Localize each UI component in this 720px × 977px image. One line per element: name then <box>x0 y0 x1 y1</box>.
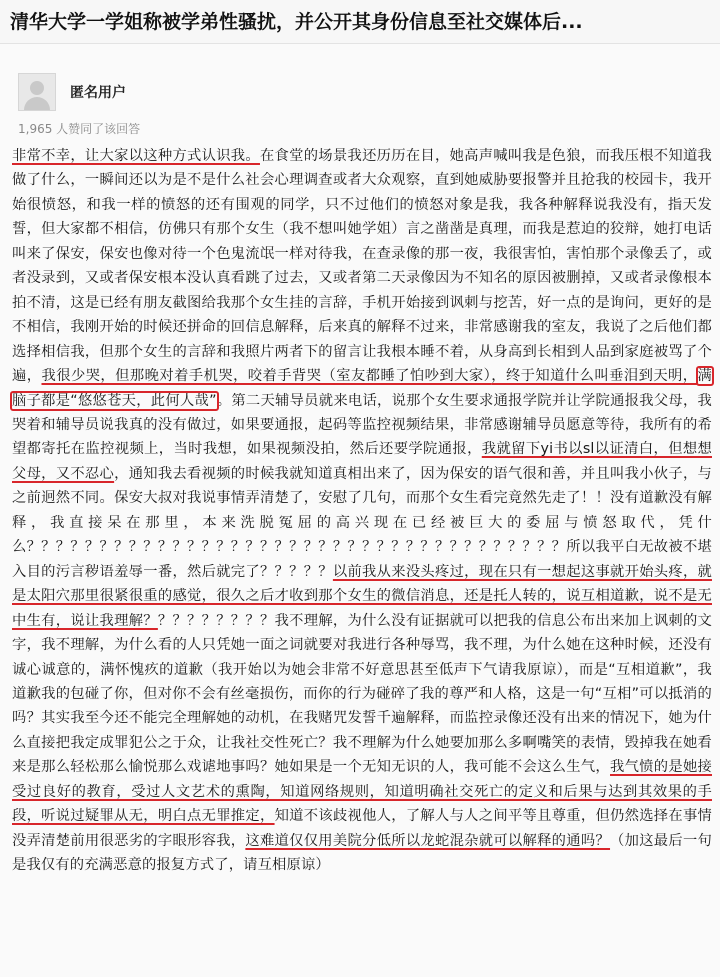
highlight-underline: 这难道仅仅用美院分低所以龙蛇混杂就可以解释的通吗？ <box>245 832 611 849</box>
highlight-underline: 非常不幸，让大家以这种方式认识我。 <box>12 148 260 164</box>
answer-text: 。第二天辅导员就来电话，说那个女生要求通报学院并让学院通报我父母，我哭着和辅导员说我真的没有做过，如果要通报，起码等监控视频结果，非常感谢辅导员愿意等待，我所有的希望都寄托在监控视频上，当时我想，如果视频没拍，然后还要学院通报， <box>12 392 712 458</box>
avatar-placeholder-icon <box>30 81 44 95</box>
answer-content <box>12 144 712 878</box>
highlight-underline: 我很少哭，但那晚对着手机哭，咬着手背哭（室友都睡了怕吵到大家） <box>41 368 492 385</box>
highlight-underline: 以前我从来没头疼过，现在只有一想起这事就开始头疼，就是太阳穴那里很紧很重的感觉，很久之后才收到那个女生的微信消息，还是托人转的，说互相道歉，说不是无中生有，说让我理解？ <box>12 563 712 629</box>
answer-text: （加这最后一句是我仅有的充满恶意的报复方式了，请互相原谅） <box>12 832 712 874</box>
question-title[interactable]: 清华大学一学姐称被学弟性骚扰，并公开其身份信息至社交媒体后... <box>0 0 720 44</box>
answer-text: ？？？？？？？？我不理解，为什么没有证据就可以把我的信息公布出来加上讽刺的文字，我不理解，为什么看的人只凭她一面之词就要对我进行各种辱骂，我不理，为什么她在这种时候，还没有诚心诚意的，满怀愧疚的道歉（我开始以为她会非常不好意思甚至低声下气请我原谅），而是“互相道歉”，我道歉我的包碰了你，但对你不会有丝毫损伤，而你的行为碰碎了我的尊严和人格，这是一句“互相”可以抵消的吗？其实我至今还不能完全理解她的动机，在我赌咒发誓千遍解释，而监控录像还没有出来的情况下，她为什么直接把我定成罪犯公之于众，让我社交性死亡？我不理解为什么她要加那么多啊嘴笑的表情，毁掉我在她看来是那么轻松那么愉悦那么戏谑地事吗？她如果是一个无知无识的人，我可能不会这么生气， <box>12 612 713 776</box>
avatar[interactable] <box>18 73 56 111</box>
highlight-underline: ，终于知道什么叫垂泪到天明， <box>491 368 698 385</box>
highlight-box: 满脑子都是“悠悠苍天，此何人哉” <box>12 368 712 409</box>
highlight-underline: 我气愤的是她接受过良好的教育，受过人文艺术的熏陶，知道网络规则，知道明确社交死亡的定义和后果与达到其效果的手段，听说过疑罪从无，明白点无罪推定， <box>12 759 712 825</box>
upvote-count: 1,965 人赞同了该回答 <box>18 122 141 136</box>
answer-paragraph <box>12 144 712 878</box>
author-name[interactable]: 匿名用户 <box>70 85 126 101</box>
answer-text: ，通知我去看视频的时候我就知道真相出来了，因为保安的语气很和善，并且叫我小伙子，与之前迥然不同。保安大叔对我说事情弄清楚了，安慰了几句，而那个女生看完竟然先走了！！没有道歉没有解释，我直接呆在那里，本来洗脱冤屈的高兴现在已经被巨大的委屈与愤怒取代，凭什么？？？？？？？？？？？？？？？？？？？？？？？？？？？？？？？？？？？？？所以我平白无故被不堪入目的污言秽语羞辱一番，然后就完了？？？？？ <box>12 465 712 580</box>
answer-text: 知道不该歧视他人，了解人与人之间平等且尊重，但仍然选择在事情没弄清楚前用很恶劣的字眼形容我， <box>12 808 713 849</box>
answer-text: 在食堂的场景我还历历在目，她高声喊叫我是色狼，而我压根不知道我做了什么，一瞬间还以为是不是什么社会心理调查或者大众观察，直到她威胁要报警并且抢我的校园卡，我开始很愤怒，和我一样的愤怒的还有围观的同学，只不过他们的愤怒对象是我，我各种解释说我没有，指天发誓，但大家都不相信，仿佛只有那个女生（我不想叫她学姐）言之凿凿是真理，而我是惹迫的狡辩，她打电话叫来了保安，保安也像对待一个色鬼流氓一样对待我，在查录像的那一夜，我很害怕，害怕那个录像丢了，或者没录到，又或者保安根本没认真看跳了过去，又或者第二天录像因为不知名的原因被删掉，又或者录像根本拍不清，这是已经有朋友截图给我那个女生挂的言辞，手机开始接到讽刺与挖苦，好一点的是询问，更好的是不相信，我刚开始的时候还拼命的回信息解释，后来真的解释不过来，非常感谢我的室友，我说了之后他们都选择相信我，但那个女生的言辞和我照片两者下的留言让我根本睡不着，从身高到长相到人品到家庭被骂了个遍， <box>12 148 712 385</box>
highlight-underline: 我就留下yi书以sl以证清白，但想想父母，又不忍心 <box>12 441 712 482</box>
answer-card <box>0 44 720 977</box>
author-row[interactable] <box>18 72 126 112</box>
